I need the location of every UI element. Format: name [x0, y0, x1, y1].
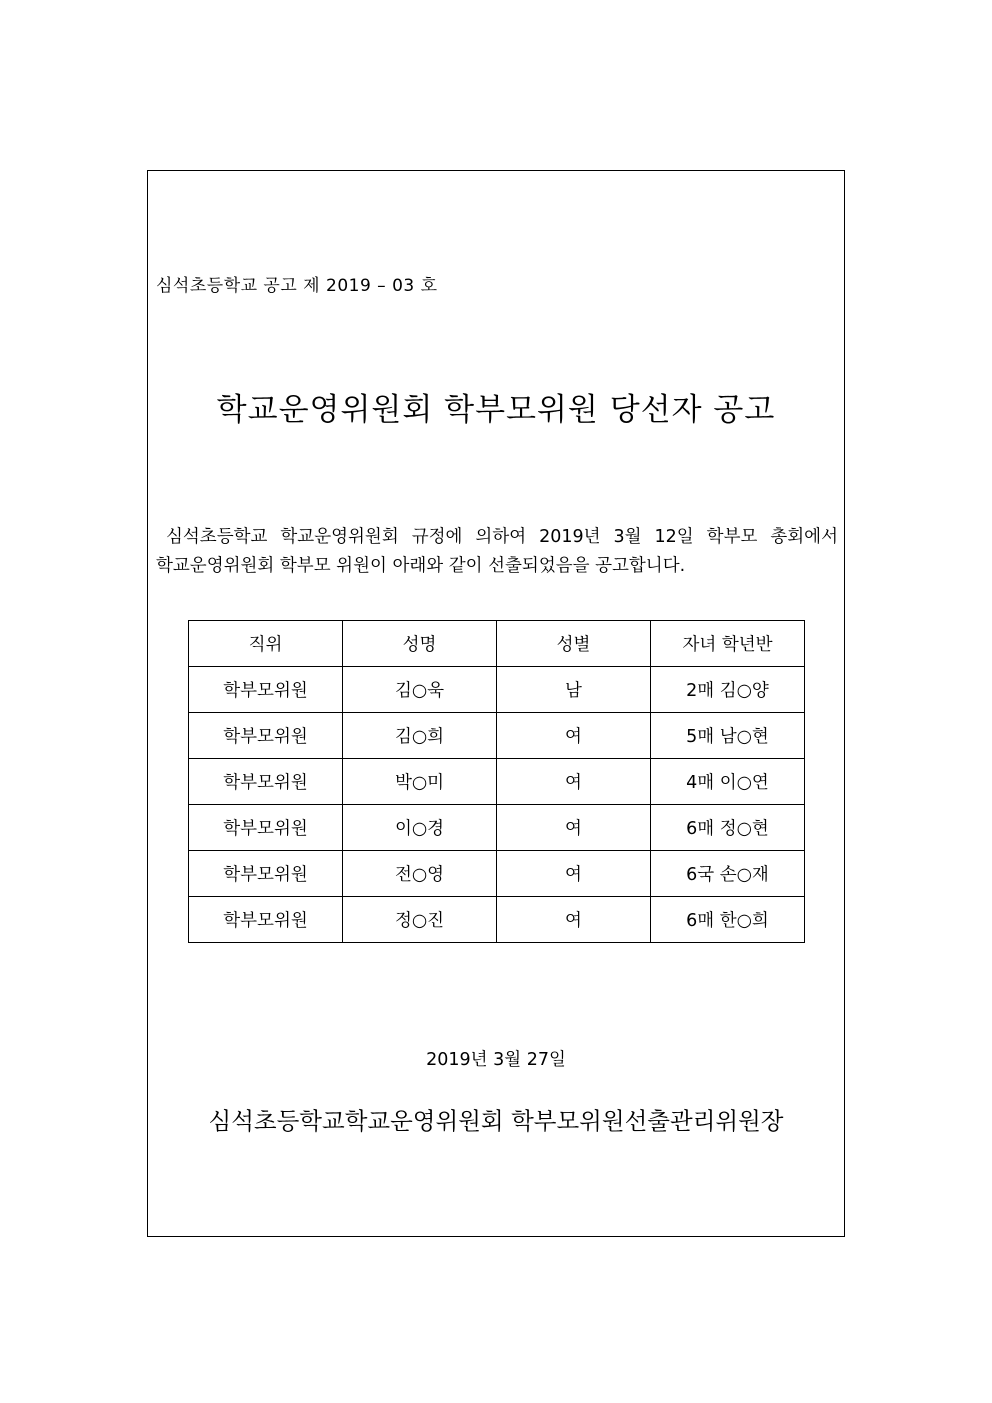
cell-position: 학부모위원 [189, 805, 343, 851]
header-name: 성명 [343, 621, 497, 667]
cell-gender: 여 [497, 851, 651, 897]
cell-position: 학부모위원 [189, 713, 343, 759]
header-position: 직위 [189, 621, 343, 667]
page-title: 학교운영위원회 학부모위원 당선자 공고 [216, 392, 776, 428]
intro-line-1: 심석초등학교 학교운영위원회 규정에 의하여 2019년 3월 12일 학부모 총회에서 [166, 527, 838, 547]
notice-number: 심석초등학교 공고 제 2019 – 03 호 [156, 276, 438, 296]
table-row [189, 897, 805, 943]
intro-line-2: 학교운영위원회 학부모 위원이 아래와 같이 선출되었음을 공고합니다. [156, 556, 686, 576]
signer-title: 심석초등학교학교운영위원회 학부모위원선출관리위원장 [208, 1107, 784, 1135]
cell-name: 이○경 [343, 805, 497, 851]
cell-position: 학부모위원 [189, 851, 343, 897]
cell-child-class: 5매 남○현 [651, 713, 805, 759]
members-table [188, 620, 805, 943]
cell-position: 학부모위원 [189, 897, 343, 943]
cell-name: 정○진 [343, 897, 497, 943]
cell-child-class: 6매 한○희 [651, 897, 805, 943]
table-row [189, 759, 805, 805]
intro-paragraph [156, 523, 838, 581]
cell-name: 김○희 [343, 713, 497, 759]
table-header-row [189, 621, 805, 667]
cell-gender: 남 [497, 667, 651, 713]
cell-name: 박○미 [343, 759, 497, 805]
cell-child-class: 2매 김○양 [651, 667, 805, 713]
cell-gender: 여 [497, 805, 651, 851]
cell-gender: 여 [497, 897, 651, 943]
cell-child-class: 6매 정○현 [651, 805, 805, 851]
cell-name: 김○욱 [343, 667, 497, 713]
cell-gender: 여 [497, 759, 651, 805]
table-row [189, 805, 805, 851]
announcement-date: 2019년 3월 27일 [426, 1050, 566, 1070]
table-row [189, 713, 805, 759]
cell-position: 학부모위원 [189, 667, 343, 713]
cell-child-class: 4매 이○연 [651, 759, 805, 805]
header-child-class: 자녀 학년반 [651, 621, 805, 667]
cell-name: 전○영 [343, 851, 497, 897]
table-row [189, 851, 805, 897]
cell-child-class: 6국 손○재 [651, 851, 805, 897]
cell-position: 학부모위원 [189, 759, 343, 805]
header-gender: 성별 [497, 621, 651, 667]
table-row [189, 667, 805, 713]
cell-gender: 여 [497, 713, 651, 759]
